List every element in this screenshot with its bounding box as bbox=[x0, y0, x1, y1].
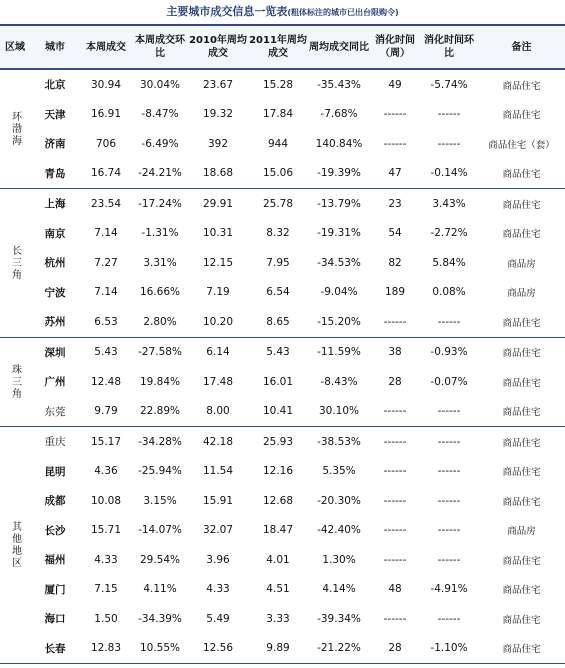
weekly-wow: 22.89% bbox=[139, 405, 181, 418]
remark: 商品住宅（套） bbox=[488, 139, 555, 151]
avg-yoy: -8.43% bbox=[320, 375, 358, 388]
avg-2011: 944 bbox=[267, 137, 289, 150]
title-main: 主要城市成交信息一览表 bbox=[166, 5, 288, 18]
city-name: 苏州 bbox=[44, 316, 66, 329]
avg-2010: 17.48 bbox=[202, 375, 234, 388]
header-region: 区域 bbox=[5, 41, 25, 53]
header-avg-yoy: 周均成交同比 bbox=[309, 41, 369, 53]
city-name: 长春 bbox=[44, 642, 66, 655]
weekly-wow: 4.11% bbox=[143, 583, 177, 596]
remark: 商品住宅 bbox=[502, 585, 541, 597]
weekly-wow: 3.31% bbox=[143, 256, 177, 269]
digest-weeks: 189 bbox=[384, 286, 406, 299]
region-name: 长三角 bbox=[9, 244, 21, 281]
header-city: 城市 bbox=[45, 41, 65, 53]
table-row bbox=[0, 575, 565, 605]
region-group bbox=[0, 189, 565, 338]
avg-2011: 8.32 bbox=[266, 227, 290, 240]
avg-2010: 32.07 bbox=[202, 524, 234, 537]
avg-2011: 15.28 bbox=[262, 78, 294, 91]
table-body bbox=[0, 70, 565, 664]
weekly-volume: 7.14 bbox=[94, 286, 118, 299]
city-name: 昆明 bbox=[44, 465, 66, 478]
weekly-volume: 16.74 bbox=[90, 167, 122, 180]
table-row bbox=[0, 159, 565, 189]
weekly-volume: 1.50 bbox=[94, 612, 118, 625]
digest-wow: ------ bbox=[437, 494, 461, 507]
avg-2010: 3.96 bbox=[206, 553, 230, 566]
avg-yoy: -42.40% bbox=[317, 524, 361, 537]
weekly-wow: -14.07% bbox=[138, 524, 182, 537]
digest-weeks: 28 bbox=[388, 375, 402, 388]
weekly-wow: 19.84% bbox=[139, 375, 181, 388]
avg-yoy: 5.35% bbox=[322, 465, 356, 478]
region-name: 珠三角 bbox=[9, 363, 21, 400]
digest-weeks: ------ bbox=[383, 524, 407, 537]
city-name: 北京 bbox=[44, 79, 66, 92]
avg-2010: 42.18 bbox=[202, 435, 234, 448]
region-name: 环渤海 bbox=[9, 111, 21, 147]
remark: 商品住宅 bbox=[502, 555, 541, 567]
table-row bbox=[0, 338, 565, 368]
digest-wow: -1.10% bbox=[430, 642, 468, 655]
weekly-wow: 16.66% bbox=[139, 286, 181, 299]
digest-weeks: ------ bbox=[383, 494, 407, 507]
avg-yoy: -11.59% bbox=[317, 346, 361, 359]
avg-2011: 8.65 bbox=[266, 315, 290, 328]
header-2010-avg: 2010年周均成交 bbox=[189, 35, 247, 59]
digest-wow: ------ bbox=[437, 465, 461, 478]
avg-2011: 4.01 bbox=[266, 553, 290, 566]
city-name: 杭州 bbox=[44, 257, 66, 270]
city-name: 宁波 bbox=[44, 286, 66, 299]
remark: 商品住宅 bbox=[502, 437, 541, 449]
digest-wow: -2.72% bbox=[430, 227, 468, 240]
avg-2011: 15.06 bbox=[262, 167, 294, 180]
digest-wow: ------ bbox=[437, 137, 461, 150]
remark: 商品房 bbox=[507, 526, 536, 538]
remark: 商品住宅 bbox=[502, 80, 541, 92]
remark: 商品住宅 bbox=[502, 229, 541, 241]
remark: 商品住宅 bbox=[502, 317, 541, 329]
digest-wow: -0.07% bbox=[430, 375, 468, 388]
avg-yoy: 140.84% bbox=[315, 137, 363, 150]
avg-yoy: 1.30% bbox=[322, 553, 356, 566]
region-group bbox=[0, 338, 565, 428]
table-row bbox=[0, 100, 565, 130]
avg-2011: 16.01 bbox=[262, 375, 294, 388]
digest-wow: -5.74% bbox=[430, 78, 468, 91]
weekly-volume: 12.48 bbox=[90, 375, 122, 388]
digest-weeks: 54 bbox=[388, 227, 402, 240]
digest-wow: -4.91% bbox=[430, 583, 468, 596]
header-weekly-wow: 本周成交环比 bbox=[135, 35, 185, 59]
avg-2010: 5.49 bbox=[206, 612, 230, 625]
city-name: 海口 bbox=[44, 613, 66, 626]
table-row bbox=[0, 367, 565, 397]
avg-2010: 23.67 bbox=[202, 78, 234, 91]
weekly-volume: 16.91 bbox=[90, 108, 122, 121]
weekly-volume: 9.79 bbox=[94, 405, 118, 418]
remark: 商品房 bbox=[507, 258, 536, 270]
avg-yoy: -19.39% bbox=[317, 167, 361, 180]
weekly-volume: 23.54 bbox=[90, 197, 122, 210]
city-name: 天津 bbox=[44, 108, 66, 121]
weekly-wow: 10.55% bbox=[139, 642, 181, 655]
weekly-wow: -1.31% bbox=[141, 227, 179, 240]
city-name: 东莞 bbox=[44, 405, 66, 418]
table-row bbox=[0, 427, 565, 457]
digest-weeks: ------ bbox=[383, 137, 407, 150]
weekly-wow: -24.21% bbox=[138, 167, 182, 180]
table-row bbox=[0, 219, 565, 249]
table-header bbox=[0, 24, 565, 70]
table-row bbox=[0, 189, 565, 219]
weekly-volume: 7.14 bbox=[94, 227, 118, 240]
avg-2011: 3.33 bbox=[266, 612, 290, 625]
avg-yoy: -19.31% bbox=[317, 227, 361, 240]
city-name: 长沙 bbox=[44, 524, 66, 537]
digest-wow: ------ bbox=[437, 524, 461, 537]
table-row bbox=[0, 545, 565, 575]
remark: 商品住宅 bbox=[502, 467, 541, 479]
remark: 商品住宅 bbox=[502, 614, 541, 626]
digest-wow: ------ bbox=[437, 315, 461, 328]
digest-wow: ------ bbox=[437, 612, 461, 625]
digest-weeks: ------ bbox=[383, 315, 407, 328]
digest-weeks: ------ bbox=[383, 405, 407, 418]
weekly-wow: 3.15% bbox=[143, 494, 177, 507]
remark: 商品房 bbox=[507, 288, 536, 300]
city-name: 深圳 bbox=[44, 346, 66, 359]
region-name: 其他地区 bbox=[9, 521, 21, 569]
digest-weeks: 49 bbox=[388, 78, 402, 91]
table-title bbox=[0, 3, 565, 19]
digest-wow: 5.84% bbox=[432, 256, 466, 269]
digest-weeks: 47 bbox=[388, 167, 402, 180]
avg-2010: 12.56 bbox=[202, 642, 234, 655]
weekly-wow: 2.80% bbox=[143, 315, 177, 328]
avg-yoy: -21.22% bbox=[317, 642, 361, 655]
remark: 商品住宅 bbox=[502, 199, 541, 211]
weekly-volume: 6.53 bbox=[94, 315, 118, 328]
avg-2011: 9.89 bbox=[266, 642, 290, 655]
weekly-wow: -8.47% bbox=[141, 108, 179, 121]
remark: 商品住宅 bbox=[502, 348, 541, 360]
digest-weeks: 23 bbox=[388, 197, 402, 210]
avg-2010: 19.32 bbox=[202, 108, 234, 121]
table-row bbox=[0, 634, 565, 664]
weekly-wow: 30.04% bbox=[139, 78, 181, 91]
avg-2010: 29.91 bbox=[202, 197, 234, 210]
weekly-wow: -34.28% bbox=[138, 435, 182, 448]
digest-weeks: 28 bbox=[388, 642, 402, 655]
transaction-table bbox=[0, 24, 565, 664]
region-group bbox=[0, 70, 565, 189]
digest-wow: -0.14% bbox=[430, 167, 468, 180]
avg-2011: 10.41 bbox=[262, 405, 294, 418]
remark: 商品住宅 bbox=[502, 377, 541, 389]
header-digest-wow: 消化时间环比 bbox=[424, 35, 474, 59]
digest-wow: ------ bbox=[437, 108, 461, 121]
city-name: 南京 bbox=[44, 227, 66, 240]
avg-2011: 7.95 bbox=[266, 256, 290, 269]
avg-yoy: -38.53% bbox=[317, 435, 361, 448]
table-row bbox=[0, 248, 565, 278]
digest-wow: -0.93% bbox=[430, 346, 468, 359]
weekly-wow: -17.24% bbox=[138, 197, 182, 210]
avg-yoy: -15.20% bbox=[317, 315, 361, 328]
weekly-volume: 4.36 bbox=[94, 465, 118, 478]
avg-2011: 5.43 bbox=[266, 346, 290, 359]
avg-2011: 25.78 bbox=[262, 197, 294, 210]
digest-weeks: ------ bbox=[383, 465, 407, 478]
digest-weeks: ------ bbox=[383, 435, 407, 448]
title-note: (粗体标注的城市已出台限购令) bbox=[287, 8, 399, 17]
city-name: 上海 bbox=[44, 198, 66, 211]
weekly-volume: 10.08 bbox=[90, 494, 122, 507]
avg-yoy: -7.68% bbox=[320, 108, 358, 121]
weekly-wow: -25.94% bbox=[138, 465, 182, 478]
remark: 商品住宅 bbox=[502, 169, 541, 181]
city-name: 厦门 bbox=[44, 583, 66, 596]
remark: 商品住宅 bbox=[502, 496, 541, 508]
avg-2010: 10.31 bbox=[202, 227, 234, 240]
table-row bbox=[0, 397, 565, 427]
weekly-volume: 30.94 bbox=[90, 78, 122, 91]
table-row bbox=[0, 486, 565, 516]
avg-yoy: -35.43% bbox=[317, 78, 361, 91]
region-group bbox=[0, 427, 565, 664]
header-2011-avg: 2011年周均成交 bbox=[249, 35, 307, 59]
avg-2010: 12.15 bbox=[202, 256, 234, 269]
avg-2010: 15.91 bbox=[202, 494, 234, 507]
digest-wow: ------ bbox=[437, 405, 461, 418]
table-row bbox=[0, 604, 565, 634]
avg-yoy: -39.34% bbox=[317, 612, 361, 625]
digest-weeks: ------ bbox=[383, 612, 407, 625]
table-row bbox=[0, 457, 565, 487]
city-name: 福州 bbox=[44, 554, 66, 567]
weekly-volume: 5.43 bbox=[94, 346, 118, 359]
digest-wow: 0.08% bbox=[432, 286, 466, 299]
avg-2011: 12.16 bbox=[262, 465, 294, 478]
avg-yoy: -9.04% bbox=[320, 286, 358, 299]
table-row bbox=[0, 278, 565, 308]
city-name: 广州 bbox=[44, 376, 66, 389]
avg-2010: 10.20 bbox=[202, 315, 234, 328]
avg-2011: 18.47 bbox=[262, 524, 294, 537]
avg-2010: 11.54 bbox=[202, 465, 234, 478]
header-digest-weeks: 消化时间（周） bbox=[375, 35, 415, 59]
header-weekly-volume: 本周成交 bbox=[86, 41, 126, 53]
avg-2010: 4.33 bbox=[206, 583, 230, 596]
table-row bbox=[0, 129, 565, 159]
avg-yoy: -20.30% bbox=[317, 494, 361, 507]
digest-weeks: 38 bbox=[388, 346, 402, 359]
digest-wow: ------ bbox=[437, 435, 461, 448]
weekly-volume: 4.33 bbox=[94, 553, 118, 566]
remark: 商品住宅 bbox=[502, 110, 541, 122]
avg-yoy: -13.79% bbox=[317, 197, 361, 210]
weekly-wow: -6.49% bbox=[141, 137, 179, 150]
avg-2011: 12.68 bbox=[262, 494, 294, 507]
weekly-wow: 29.54% bbox=[139, 553, 181, 566]
weekly-volume: 15.71 bbox=[90, 524, 122, 537]
city-name: 重庆 bbox=[44, 436, 66, 449]
weekly-volume: 706 bbox=[95, 137, 117, 150]
city-name: 成都 bbox=[44, 495, 66, 508]
avg-2010: 18.68 bbox=[202, 167, 234, 180]
avg-yoy: 30.10% bbox=[318, 405, 360, 418]
avg-2011: 17.84 bbox=[262, 108, 294, 121]
avg-2011: 4.51 bbox=[266, 583, 290, 596]
digest-weeks: 48 bbox=[388, 583, 402, 596]
table-row bbox=[0, 516, 565, 546]
digest-weeks: ------ bbox=[383, 108, 407, 121]
table-row bbox=[0, 70, 565, 100]
weekly-volume: 7.27 bbox=[94, 256, 118, 269]
weekly-volume: 12.83 bbox=[90, 642, 122, 655]
weekly-volume: 15.17 bbox=[90, 435, 122, 448]
weekly-volume: 7.15 bbox=[94, 583, 118, 596]
avg-2010: 6.14 bbox=[206, 346, 230, 359]
avg-yoy: 4.14% bbox=[322, 583, 356, 596]
avg-2010: 8.00 bbox=[206, 405, 230, 418]
weekly-wow: -34.39% bbox=[138, 612, 182, 625]
avg-2010: 392 bbox=[207, 137, 229, 150]
avg-yoy: -34.53% bbox=[317, 256, 361, 269]
header-remark: 备注 bbox=[511, 41, 532, 53]
avg-2011: 25.93 bbox=[262, 435, 294, 448]
digest-weeks: ------ bbox=[383, 553, 407, 566]
city-name: 济南 bbox=[44, 138, 66, 151]
avg-2010: 7.19 bbox=[206, 286, 230, 299]
remark: 商品住宅 bbox=[502, 407, 541, 419]
digest-wow: 3.43% bbox=[432, 197, 466, 210]
city-name: 青岛 bbox=[44, 167, 66, 180]
digest-wow: ------ bbox=[437, 553, 461, 566]
avg-2011: 6.54 bbox=[266, 286, 290, 299]
digest-weeks: 82 bbox=[388, 256, 402, 269]
weekly-wow: -27.58% bbox=[138, 346, 182, 359]
table-row bbox=[0, 307, 565, 337]
remark: 商品住宅 bbox=[502, 644, 541, 656]
